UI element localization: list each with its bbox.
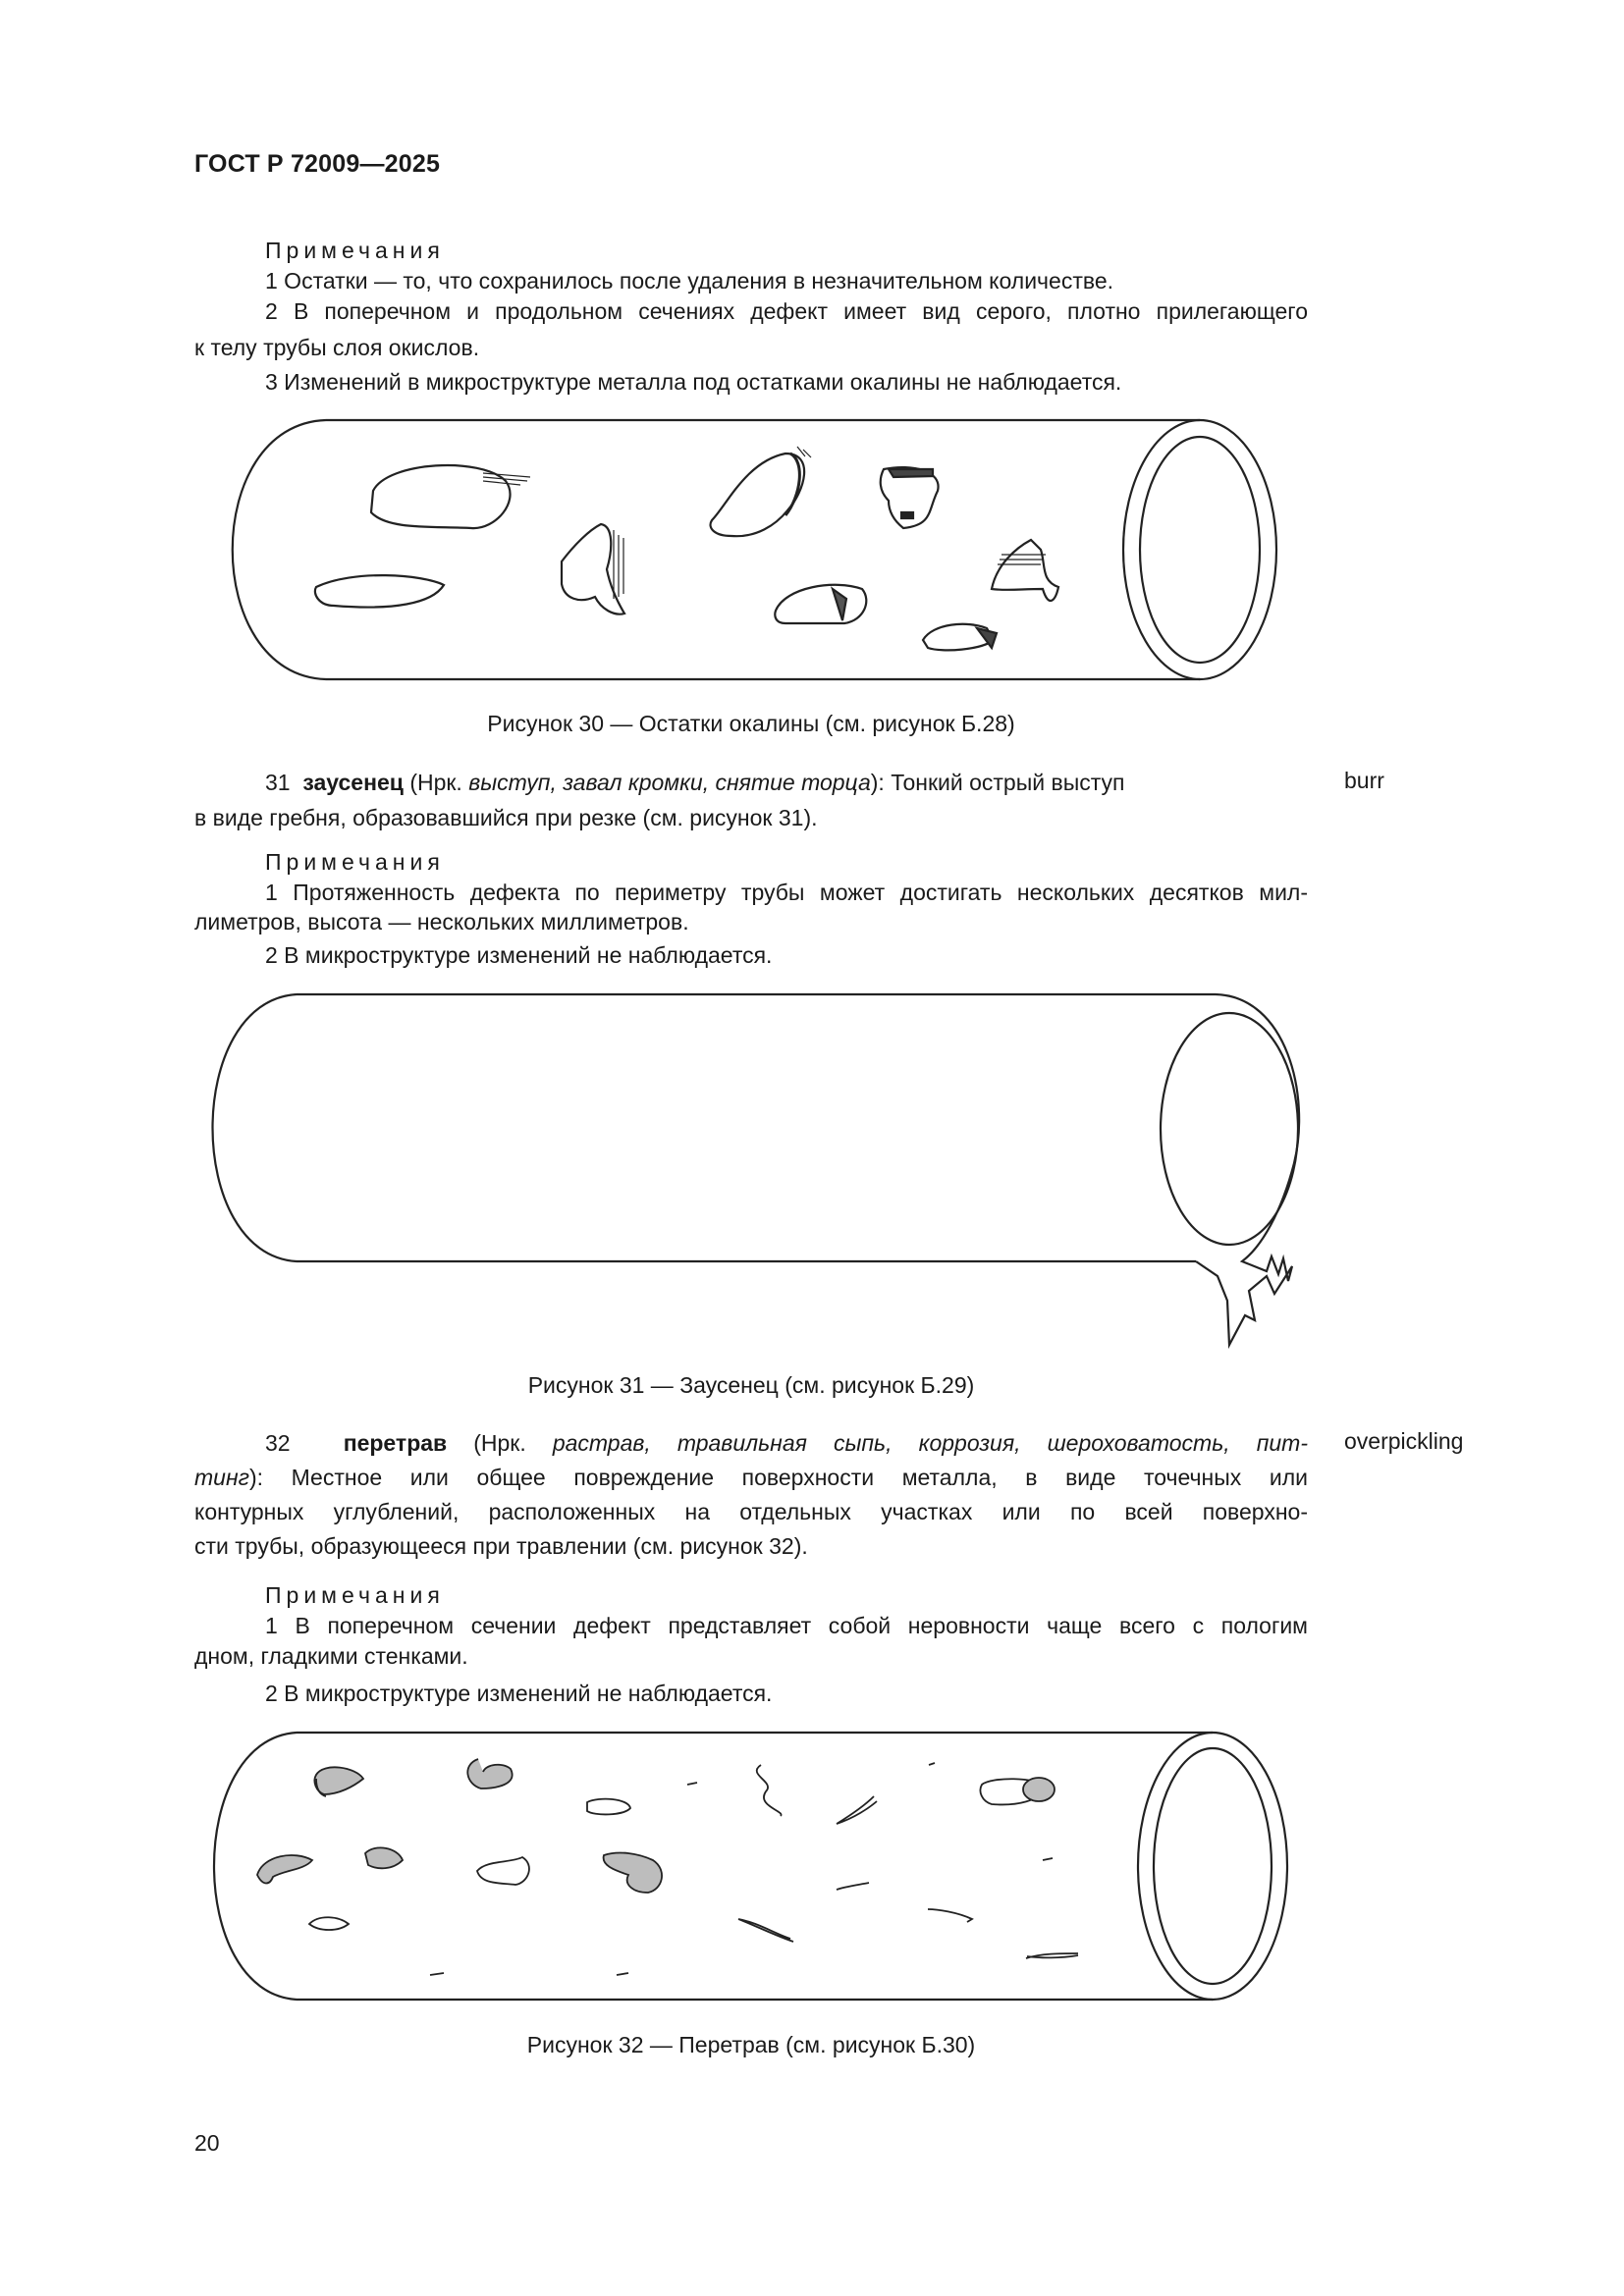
note-item: 3 Изменений в микроструктуре металла под остатками окалины не наблюдается. <box>265 369 1122 395</box>
document-header: ГОСТ Р 72009—2025 <box>194 150 441 178</box>
note-item: 1 Остатки — то, что сохранилось после удаления в незначительном количестве. <box>265 268 1114 294</box>
term-32-definition-line2 <box>194 1463 1308 1493</box>
term-31-definition-line1 <box>265 768 1308 798</box>
term-open: (Нрк. <box>409 770 462 795</box>
term-32-english: overpickling <box>1344 1428 1464 1454</box>
term-31-english: burr <box>1344 768 1384 793</box>
note-item: 1 Протяженность дефекта по периметру трубы может достигать нескольких десятков мил- <box>265 880 1308 905</box>
figure-31-caption: Рисунок 31 — Заусенец (см. рисунок Б.29) <box>527 1372 975 1398</box>
note-item: 2 В микроструктуре изменений не наблюдается. <box>265 1681 773 1706</box>
note-item: 2 В поперечном и продольном сечениях дефект имеет вид серого, плотно прилегающего <box>265 298 1308 324</box>
term-synonyms: выступ, завал кромки, снятие торца <box>468 770 871 795</box>
term-synonyms: растрав, травильная сыпь, коррозия, шероховатость, пит- <box>552 1430 1309 1456</box>
term-title: перетрав <box>343 1430 448 1456</box>
note-item-continuation: лиметров, высота — нескольких миллиметров. <box>194 909 689 934</box>
term-number: 32 <box>265 1430 291 1456</box>
term-32-definition-line1 <box>265 1428 1308 1459</box>
term-title: заусенец <box>302 770 404 795</box>
term-32-definition-line3: контурных углублений, расположенных на отдельных участках или по всей поверхно- <box>194 1499 1308 1524</box>
notes-heading: Примечания <box>265 849 445 875</box>
term-number: 31 <box>265 770 291 795</box>
note-item-continuation: к телу трубы слоя окислов. <box>194 335 480 360</box>
term-open: (Нрк. <box>473 1430 526 1456</box>
figure-32-caption: Рисунок 32 — Перетрав (см. рисунок Б.30) <box>526 2032 976 2057</box>
note-item: 2 В микроструктуре изменений не наблюдается. <box>265 942 773 968</box>
notes-heading: Примечания <box>265 1582 445 1608</box>
term-31-definition-line2: в виде гребня, образовавшийся при резке (см. рисунок 31). <box>194 805 818 830</box>
term-definition-part: ): Местное или общее повреждение поверхности металла, в виде точечных или <box>248 1465 1308 1490</box>
term-definition-part: ): Тонкий острый выступ <box>870 770 1125 795</box>
note-item: 1 В поперечном сечении дефект представляет собой неровности чаще всего с пологим <box>265 1613 1308 1638</box>
notes-heading: Примечания <box>265 238 445 263</box>
figure-30-caption: Рисунок 30 — Остатки окалины (см. рисунок Б.28) <box>487 711 1015 736</box>
page-number: 20 <box>194 2130 220 2156</box>
note-item-continuation: дном, гладкими стенками. <box>194 1643 468 1669</box>
term-synonym-continuation: тинг <box>194 1465 249 1490</box>
term-32-definition-line4: сти трубы, образующееся при травлении (см. рисунок 32). <box>194 1533 808 1559</box>
